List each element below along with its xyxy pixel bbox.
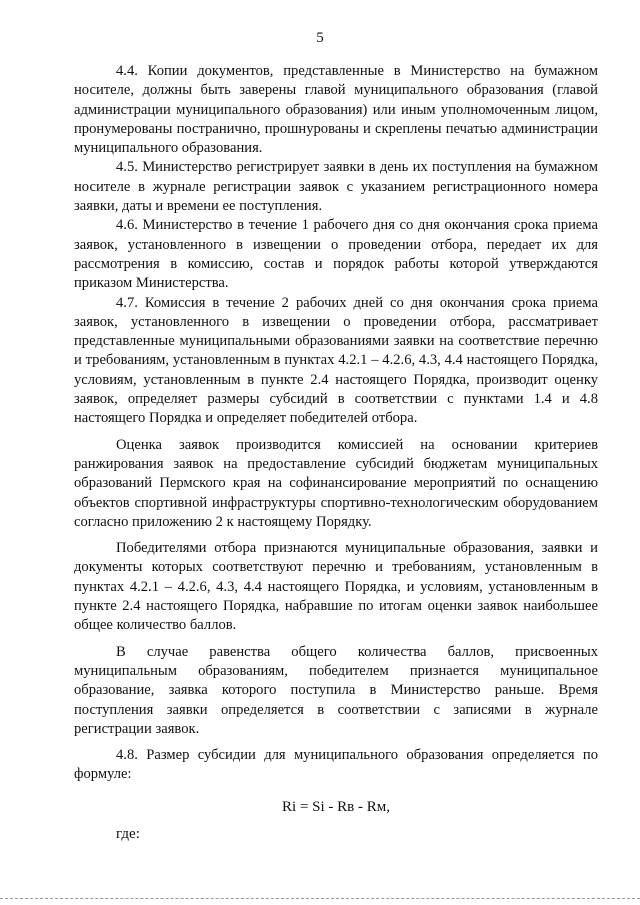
paragraph-evaluation: Оценка заявок производится комиссией на основании критериев ранжирования заявок на предоставление субсидий бюджетам муниципальных образований Пермского края на софинансирование мероприятий по оснащению объектов спортивной инфраструктуры спортивно-технологическим оборудованием согласно приложению 2 к настоящему Порядку.: [74, 436, 598, 530]
where-label: где:: [116, 825, 140, 842]
subsidy-formula: Ri = Si - Rв - Rм,: [282, 798, 390, 815]
paragraph-4-7: 4.7. Комиссия в течение 2 рабочих дней со дня окончания срока приема заявок, установленного в извещении о проведении отбора, рассматривает представленные муниципальными образованиями заявки на соответствие перечню и требованиям, установленным в пунктах 4.2.1 – 4.2.6, 4.3, 4.4 настоящего Порядка, условиям, установленным в пункте 2.4 настоящего Порядка, производит оценку заявок, определяет размеры субсидий в соответствии с пунктами 1.4 и 4.8 настоящего Порядка и определяет победителей отбора.: [74, 294, 598, 427]
paragraph-4-4: 4.4. Копии документов, представленные в Министерство на бумажном носителе, должны быть заверены главой муниципального образования (главой администрации муниципального образования) или иным уполномоченным лицом, пронумерованы постранично, прошнурованы и скреплены печатью администрации муниципального образования.: [74, 63, 598, 157]
scan-edge-divider: [0, 898, 640, 899]
paragraph-tie: В случае равенства общего количества баллов, присвоенных муниципальным образованиям, победителем признается муниципальное образование, заявка которого поступила в Министерство раньше. Время поступления заявки определяется в соответствии с записями в журнале регистрации заявок.: [74, 643, 598, 737]
page-number: 5: [316, 30, 324, 46]
paragraph-4-8: 4.8. Размер субсидии для муниципального образования определяется по формуле:: [74, 747, 598, 783]
document-body: [74, 62, 598, 843]
paragraph-winners: Победителями отбора признаются муниципальные образования, заявки и документы которых соответствуют перечню и требованиям, установленным в пунктах 4.2.1 – 4.2.6, 4.3, 4.4 настоящего Порядка, и условиям, установленным в пункте 2.4 настоящего Порядка, набравшие по итогам оценки заявок наибольшее общее количество баллов.: [74, 540, 598, 634]
paragraph-4-6: 4.6. Министерство в течение 1 рабочего дня со дня окончания срока приема заявок, установленного в извещении о проведении отбора, передает их для рассмотрения в комиссию, состав и порядок работы которой утверждаются приказом Министерства.: [74, 217, 598, 292]
paragraph-4-5: 4.5. Министерство регистрирует заявки в день их поступления на бумажном носителе в журнале регистрации заявок с указанием регистрационного номера заявки, даты и времени ее поступления.: [74, 159, 598, 215]
